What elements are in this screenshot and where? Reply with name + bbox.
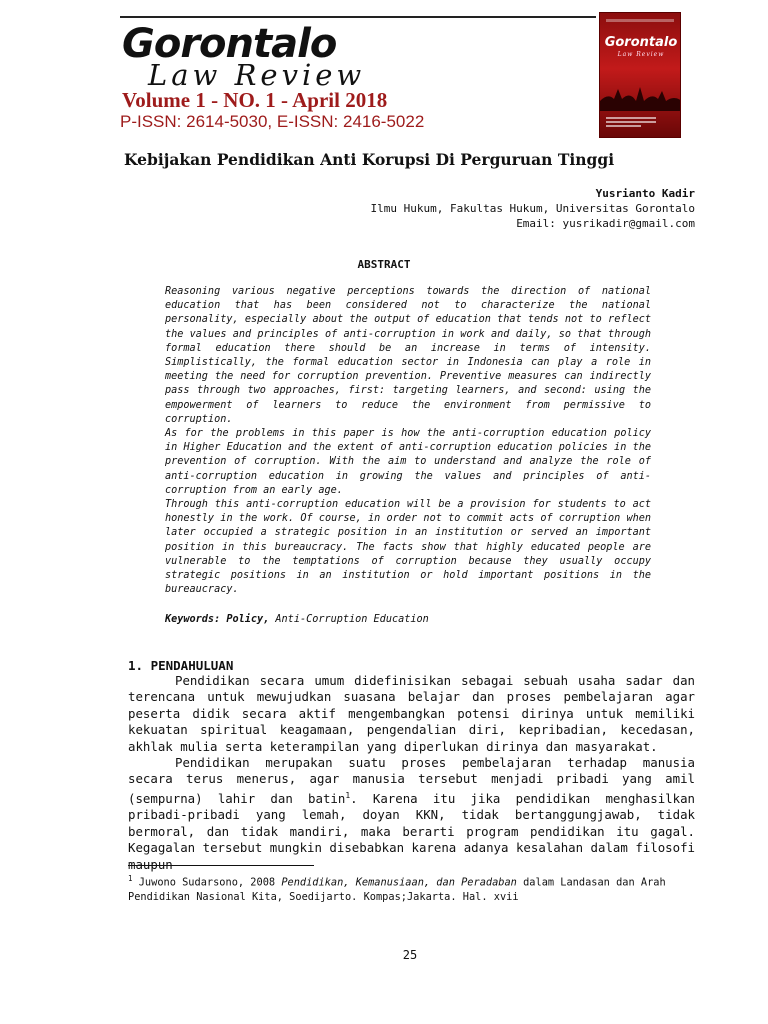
footnote-text-start: Juwono Sudarsono, 2008 <box>132 876 282 889</box>
footnote-divider <box>128 865 314 866</box>
header-rule <box>120 16 596 18</box>
issn-info: P-ISSN: 2614-5030, E-ISSN: 2416-5022 <box>120 112 425 131</box>
cover-text-lines <box>606 117 656 131</box>
keywords-label: Keywords: Policy, <box>165 614 270 625</box>
footnote-book-title: Pendidikan, Kemanusiaan, dan Peradaban <box>281 876 517 889</box>
cover-subtitle: Law Review <box>617 51 665 58</box>
abstract-paragraph-1: Reasoning various negative perceptions towards the direction of national education that has been considered not to characterize the national personality, especially about the output of education that tends not to reflect the values and principles of anti-corruption in work and daily, so that through formal education there should be an increase in terms of intensity. Simplistically, the formal education sector in Indonesia can play a role in meeting the need for corruption prevention. Preventive measures can indirectly pass through two approaches, first: targeting learners, and second: using the empowerment of learners to reduce the environment from permissive to corruption. <box>165 286 651 425</box>
footnote-text-end: dalam Landasan dan Arah Pendidikan Nasional Kita, Soedijarto. Kompas;Jakarta. Hal. xvii <box>128 876 666 904</box>
section-heading: 1. PENDAHULUAN <box>128 658 234 673</box>
journal-logo-title: Gorontalo <box>122 21 337 67</box>
volume-info: Volume 1 - NO. 1 - April 2018 <box>122 88 388 112</box>
article-title: Kebijakan Pendidikan Anti Korupsi Di Perguruan Tinggi <box>124 150 615 169</box>
keywords-value: Anti-Corruption Education <box>269 614 429 625</box>
author-email: Email: yusrikadir@gmail.com <box>516 217 695 230</box>
footnote <box>128 871 695 905</box>
author-name: Yusrianto Kadir <box>595 187 695 200</box>
author-block <box>370 186 695 231</box>
footnote-reference[interactable]: 1 <box>345 790 351 800</box>
author-affiliation: Ilmu Hukum, Fakultas Hukum, Universitas Gorontalo <box>370 202 695 215</box>
body-text <box>128 673 695 873</box>
abstract-text <box>165 285 651 597</box>
cover-title: Gorontalo <box>604 35 678 50</box>
keywords <box>165 614 651 625</box>
abstract-heading: ABSTRACT <box>357 258 411 271</box>
footnote-number: 1 <box>128 874 133 883</box>
page-number: 25 <box>402 948 418 962</box>
journal-header <box>120 14 620 134</box>
body-paragraph-1: Pendidikan secara umum didefinisikan sebagai sebuah usaha sadar dan terencana untuk mewujudkan suasana belajar dan proses pembelajaran agar peserta didik secara aktif mengembangkan potensi dirinya untuk memiliki kekuatan spiritual keagamaan, pengendalian diri, kepribadian, kecedasan, akhlak mulia serta keterampilan yang diperlukan dirinya dan masyarakat. <box>128 673 695 754</box>
abstract-paragraph-3: Through this anti-corruption education will be a provision for students to act honestly in the work. Of course, in order not to commit acts of corruption when later occupied a strategic position in an institution or served an important position in this bureaucracy. The facts show that highly educated people are vulnerable to the temptations of corruption because they usually occupy strategic positions in an institution or hold important positions in the bureaucracy. <box>165 499 651 596</box>
body-paragraph-2-start: Pendidikan merupakan suatu proses pembelajaran terhadap manusia secara terus menerus, agar manusia tersebut menjadi pribadi yang amil (sempurna) lahir dan batin <box>128 755 695 806</box>
cover-top-band <box>606 19 674 22</box>
abstract-paragraph-2: As for the problems in this paper is how the anti-corruption education policy in Higher Education and the extent of anti-corruption education policies in the prevention of corruption. With the aim to understand and analyze the role of anti-corruption education in growing the values and principles of anti-corruption from an early age. <box>165 428 651 496</box>
body-paragraph-2-end: . Karena itu jika pendidikan menghasilkan pribadi-pribadi yang lemah, doyan KKN, tidak bertanggungjawab, tidak bermoral, dan tidak mandiri, maka berarti program pendidikan itu gagal. Kegagalan tersebut mungkin disebabkan karena adanya kesalahan dalam filosofi <box>128 790 695 856</box>
body-paragraph-2 <box>128 755 695 873</box>
journal-cover-image <box>599 12 681 138</box>
cover-silhouette-graphic <box>600 79 681 111</box>
journal-logo-subtitle: Law Review <box>148 58 366 92</box>
